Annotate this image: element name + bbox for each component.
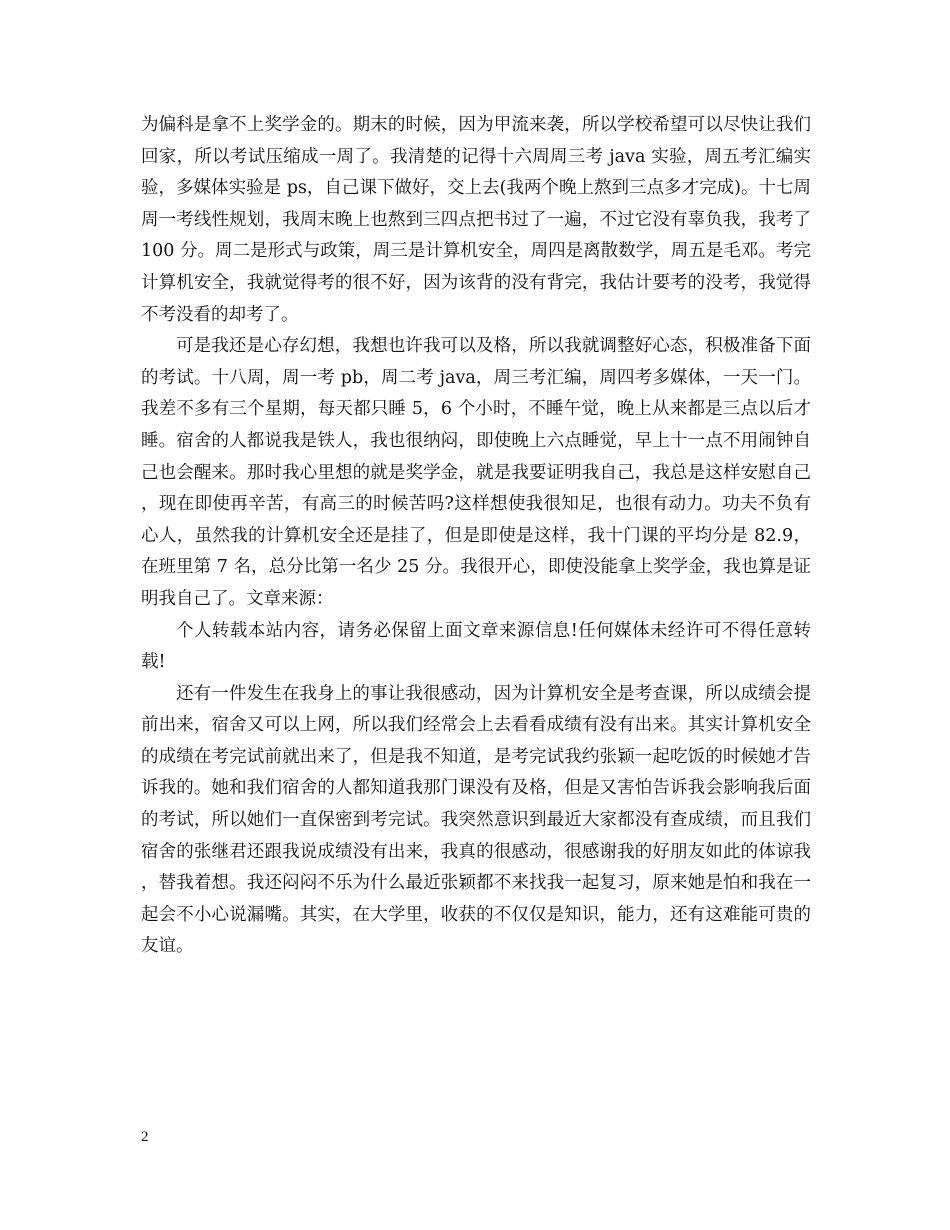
- paragraph-1: 为偏科是拿不上奖学金的。期末的时候，因为甲流来袭，所以学校希望可以尽快让我们回家，所以考试压缩成一周了。我清楚的记得十六周周三考 java 实验，周五考汇编实验，多媒体实验是 ps，自己课下做好，交上去(我两个晚上熬到三点多才完成)。十七周周一考线性规划，我周末晚上也熬到三四点把书过了一遍，不过它没有辜负我，我考了 100 分。周二是形式与政策，周三是计算机安全，周四是离散数学，周五是毛邓。考完计算机安全，我就觉得考的很不好，因为该背的没有背完，我估计要考的没考，我觉得不考没看的却考了。: [141, 115, 811, 325]
- document-body: [141, 110, 811, 963]
- page-number: 2: [141, 1129, 149, 1145]
- paragraph-2: 可是我还是心存幻想，我想也许我可以及格，所以我就调整好心态，积极准备下面的考试。十八周，周一考 pb，周二考 java，周三考汇编，周四考多媒体，一天一门。我差不多有三个星期，每天都只睡 5，6 个小时，不睡午觉，晚上从来都是三点以后才睡。宿舍的人都说我是铁人，我也很纳闷，即使晚上六点睡觉，早上十一点不用闹钟自己也会醒来。那时我心里想的就是奖学金，就是我要证明我自己，我总是这样安慰自己，现在即使再辛苦，有高三的时候苦吗?这样想使我很知足，也很有动力。功夫不负有心人，虽然我的计算机安全还是挂了，但是即使是这样，我十门课的平均分是 82.9，在班里第 7 名，总分比第一名少 25 分。我很开心，即使没能拿上奖学金，我也算是证明我自己了。文章来源：: [141, 336, 811, 609]
- paragraph-3: 个人转载本站内容，请务必保留上面文章来源信息!任何媒体未经许可不得任意转载!: [141, 620, 811, 673]
- paragraph-4: 还有一件发生在我身上的事让我很感动，因为计算机安全是考查课，所以成绩会提前出来，宿舍又可以上网，所以我们经常会上去看看成绩有没有出来。其实计算机安全的成绩在考完试前就出来了，但是我不知道，是考完试我约张颖一起吃饭的时候她才告诉我的。她和我们宿舍的人都知道我那门课没有及格，但是又害怕告诉我会影响我后面的考试，所以她们一直保密到考完试。我突然意识到最近大家都没有查成绩，而且我们宿舍的张继君还跟我说成绩没有出来，我真的很感动，很感谢我的好朋友如此的体谅我，替我着想。我还闷闷不乐为什么最近张颖都不来找我一起复习，原来她是怕和我在一起会不小心说漏嘴。其实，在大学里，收获的不仅仅是知识，能力，还有这难能可贵的友谊。: [141, 683, 811, 957]
